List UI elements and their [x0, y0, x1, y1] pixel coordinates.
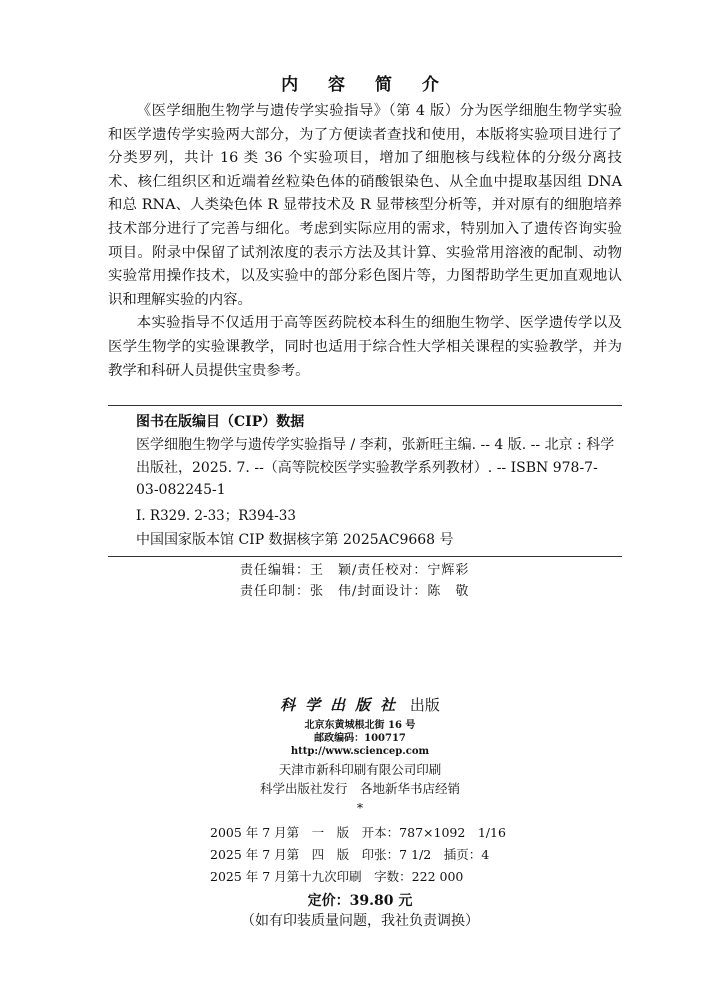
publisher-address: 北京东黄城根北街 16 号 [304, 720, 416, 731]
intro-paragraph-1: 《医学细胞生物学与遗传学实验指导》（第 4 版）分为医学细胞生物学实验和医学遗传学实验两大部分，为了方便读者查找和使用，本版将实验项目进行了分类罗列，共计 16 类 36 个实验项目，增加了细胞核与线粒体的分级分离技术、核仁组织区和近端着丝粒染色体的硝酸银染色、从全血中提取基因组 DNA 和总 RNA、人类染色体 R 显带技术及 R 显带核型分析等，并对原有的细胞培养技术部分进行了完善与细化。考虑到实际应用的需求，特别加入了遗传咨询实验项目。附录中保留了试剂浓度的表示方法及其计算、实验常用溶液的配制、动物实验常用操作技术，以及实验中的部分彩色图片等，力图帮助学生更加直观地认识和理解实验的内容。 [108, 103, 622, 308]
distribution-line: 科学出版社发行 各地新华书店经销 [259, 781, 460, 796]
staff-line-editor: 责任编辑：王 颖/责任校对：宁辉彩 [240, 563, 470, 578]
cip-record: 医学细胞生物学与遗传学实验指导 / 李莉，张新旺主编. -- 4 版. -- 北京 : 科学出版社，2025. 7. --（高等院校医学实验教学系列教材）. -- ISBN 978-7-03-082245-1 [136, 437, 615, 499]
cip-classification: Ⅰ. R329. 2-33；R394-33 [136, 507, 296, 524]
quality-note: （如有印装质量问题，我社负责调换） [241, 913, 479, 929]
printer-line: 天津市新科印刷有限公司印刷 [278, 762, 442, 777]
separator-star: * [356, 800, 364, 815]
publisher-suffix: 出版 [409, 696, 440, 714]
staff-line-printing: 责任印制：张 伟/封面设计：陈 敬 [240, 584, 470, 599]
cip-csn: 中国国家版本馆 CIP 数据核字第 2025AC9668 号 [136, 531, 454, 548]
publisher-postcode: 邮政编码：100717 [314, 733, 406, 744]
intro-body [108, 100, 622, 383]
publisher-name: 科学出版社 [280, 696, 406, 714]
publisher-website: http://www.sciencep.com [290, 746, 430, 757]
publisher-line [0, 694, 720, 715]
cip-heading: 图书在版编目（CIP）数据 [136, 414, 305, 430]
intro-paragraph-2: 本实验指导不仅适用于高等医药院校本科生的细胞生物学、医学遗传学以及医学生物学的实验课教学，同时也适用于综合性大学相关课程的实验教学，并为教学和科研人员提供宝贵参考。 [108, 315, 622, 379]
edition-line-3: 2025 年 7 月第十九次印刷 字数：222 000 [210, 869, 464, 884]
cip-data-box [108, 405, 622, 557]
intro-title: 内 容 简 介 [281, 75, 451, 95]
staff-credits [240, 560, 469, 602]
edition-line-1: 2005 年 7 月第 一 版 开本：787×1092 1/16 [210, 825, 506, 840]
edition-line-2: 2025 年 7 月第 四 版 印张：7 1/2 插页：4 [210, 847, 490, 862]
price: 定价：39.80 元 [307, 893, 413, 909]
